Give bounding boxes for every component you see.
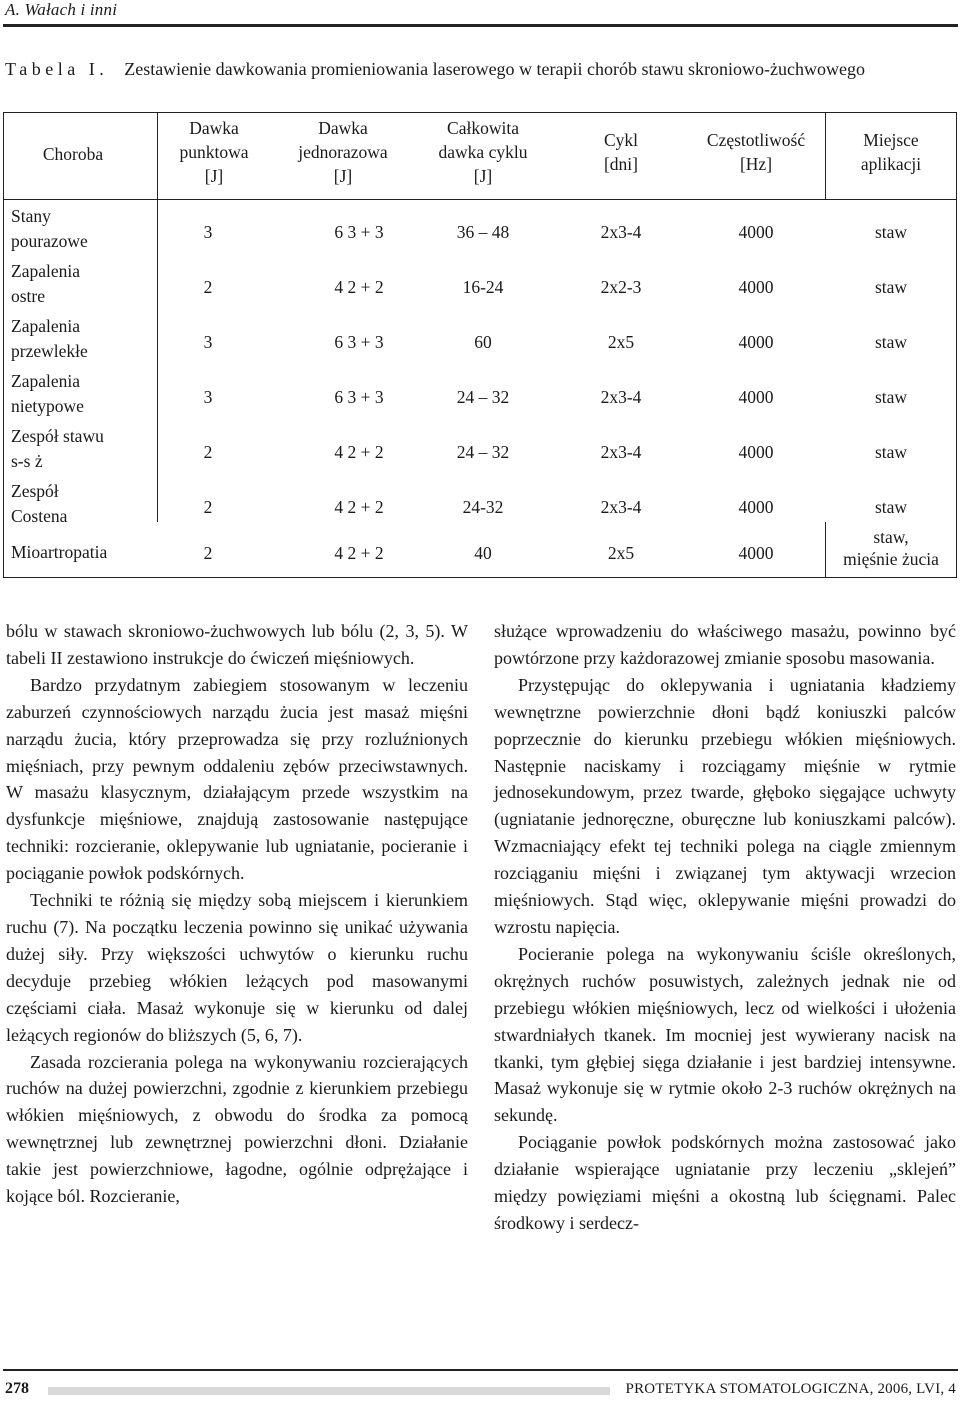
cell-miejsce-line: staw bbox=[874, 442, 908, 462]
row-name bbox=[11, 369, 84, 419]
body-column-right bbox=[494, 618, 956, 1237]
cell-miejsce-line: staw bbox=[874, 222, 908, 242]
footer-bar bbox=[48, 1387, 610, 1395]
table-column-rule bbox=[157, 200, 158, 522]
cell-dawka-jednorazowa: 6 3 + 3 bbox=[334, 332, 384, 352]
cell-calkowita-dawka: 24 – 32 bbox=[456, 387, 510, 407]
cell-miejsce bbox=[843, 526, 939, 570]
table-column-rule bbox=[825, 522, 826, 577]
row-name bbox=[11, 314, 88, 364]
cell-dawka-punktowa: 2 bbox=[203, 543, 213, 563]
cell-miejsce bbox=[875, 441, 907, 463]
body-paragraph: Pociąganie powłok podskórnych można zastosować jako działanie wspierające ugniatanie przy leczeniu „sklejeń” między powięziami mięśni a okostną lub ścięgnami. Palec środkowy i serdecz- bbox=[494, 1132, 956, 1233]
cell-miejsce-line: staw, bbox=[873, 527, 909, 547]
cell-dawka-punktowa: 3 bbox=[203, 222, 213, 242]
cell-miejsce-line: staw bbox=[874, 277, 908, 297]
header-choroba-line: Choroba bbox=[42, 144, 104, 164]
row-name bbox=[11, 424, 104, 474]
table-header-rule bbox=[3, 199, 956, 200]
cell-miejsce bbox=[875, 496, 907, 518]
cell-calkowita-dawka: 36 – 48 bbox=[456, 222, 510, 242]
row-name-line: Zespół stawu bbox=[11, 426, 104, 446]
row-name-line: Mioartropatia bbox=[11, 542, 108, 562]
header-dawka-punktowa-line: Dawka bbox=[189, 118, 239, 138]
header-miejsce-line: aplikacji bbox=[860, 154, 922, 174]
cell-czestotliwosc: 4000 bbox=[738, 497, 774, 517]
header-dawka-punktowa-line: [J] bbox=[204, 166, 224, 186]
page-number: 278 bbox=[5, 1380, 29, 1397]
header-author: A. Wałach i inni bbox=[5, 0, 118, 19]
table-caption-lead: Tabela I. bbox=[5, 59, 109, 79]
header-miejsce bbox=[861, 128, 921, 176]
cell-dawka-jednorazowa: 4 2 + 2 bbox=[334, 442, 384, 462]
row-name-line: Zespół bbox=[11, 481, 59, 501]
table-column-rule bbox=[825, 112, 826, 199]
cell-miejsce bbox=[875, 386, 907, 408]
header-calkowita-dawka-line: dawka cyklu bbox=[438, 142, 528, 162]
cell-dawka-jednorazowa: 4 2 + 2 bbox=[334, 543, 384, 563]
cell-miejsce bbox=[875, 276, 907, 298]
row-name-line: ostre bbox=[11, 286, 46, 306]
row-name-line: Zapalenia bbox=[11, 371, 80, 391]
body-paragraph: służące wprowadzeniu do właściwego masażu, powinno być powtórzone przy każdorazowej zmianie sposobu masowania. bbox=[494, 621, 956, 668]
dosage-table bbox=[3, 112, 957, 578]
row-name bbox=[11, 540, 107, 565]
body-paragraph: bólu w stawach skroniowo-żuchwowych lub bólu (2, 3, 5). W tabeli II zestawiono instrukcje do ćwiczeń mięśniowych. bbox=[6, 621, 468, 668]
cell-miejsce-line: staw bbox=[874, 387, 908, 407]
cell-miejsce bbox=[875, 331, 907, 353]
cell-dawka-punktowa: 2 bbox=[203, 277, 213, 297]
cell-calkowita-dawka: 16-24 bbox=[462, 277, 504, 297]
row-name bbox=[11, 259, 80, 309]
row-name-line: s-s ż bbox=[11, 451, 43, 471]
row-name-line: nietypowe bbox=[11, 396, 84, 416]
header-czestotliwosc-line: Częstotliwość bbox=[706, 130, 806, 150]
row-name bbox=[11, 479, 67, 529]
cell-czestotliwosc: 4000 bbox=[738, 442, 774, 462]
cell-dawka-punktowa: 3 bbox=[203, 332, 213, 352]
cell-cykl: 2x2-3 bbox=[600, 277, 642, 297]
header-dawka-punktowa bbox=[179, 116, 248, 188]
cell-miejsce bbox=[875, 221, 907, 243]
row-name bbox=[11, 204, 88, 254]
row-name-line: przewlekłe bbox=[11, 341, 88, 361]
cell-cykl: 2x3-4 bbox=[600, 222, 642, 242]
journal-name: PROTETYKA STOMATOLOGICZNA, 2006, LVI, 4 bbox=[625, 1381, 956, 1397]
header-calkowita-dawka bbox=[439, 116, 528, 188]
row-name-line: pourazowe bbox=[11, 231, 88, 251]
header-dawka-jednorazowa-line: jednorazowa bbox=[298, 142, 388, 162]
cell-miejsce-line: mięśnie żucia bbox=[843, 549, 939, 569]
header-rule bbox=[3, 24, 958, 27]
header-dawka-jednorazowa bbox=[298, 116, 387, 188]
cell-calkowita-dawka: 60 bbox=[474, 332, 492, 352]
footer-rule bbox=[3, 1369, 958, 1371]
body-paragraph: Zasada rozcierania polega na wykonywaniu rozcierających ruchów na dużej powierzchni, zgodnie z kierunkiem przebiegu włókien mięśniowych, z obwodu do środka za pomocą wewnętrznej lub zewnętrznej powierzchni dłoni. Działanie takie jest powierzchniowe, łagodne, ogólnie odprężające i kojące ból. Rozcieranie, bbox=[6, 1051, 468, 1207]
cell-calkowita-dawka: 40 bbox=[474, 543, 492, 563]
cell-dawka-punktowa: 2 bbox=[203, 497, 213, 517]
cell-czestotliwosc: 4000 bbox=[738, 387, 774, 407]
table-caption-text: Zestawienie dawkowania promieniowania laserowego w terapii chorób stawu skroniowo-żuchwowego bbox=[124, 59, 865, 79]
header-dawka-jednorazowa-line: Dawka bbox=[318, 118, 368, 138]
header-cykl-line: Cykl bbox=[603, 130, 639, 150]
header-cykl bbox=[604, 128, 638, 176]
cell-dawka-jednorazowa: 4 2 + 2 bbox=[334, 277, 384, 297]
cell-dawka-punktowa: 3 bbox=[203, 387, 213, 407]
header-czestotliwosc bbox=[707, 128, 805, 176]
cell-dawka-jednorazowa: 6 3 + 3 bbox=[334, 387, 384, 407]
cell-dawka-jednorazowa: 4 2 + 2 bbox=[334, 497, 384, 517]
cell-miejsce-line: staw bbox=[874, 497, 908, 517]
cell-czestotliwosc: 4000 bbox=[738, 277, 774, 297]
body-paragraph: Pocieranie polega na wykonywaniu ściśle określonych, okrężnych ruchów posuwistych, zależnych jednak nie od przebiegu włókien mięśniowych, lecz od wielkości i ułożenia stwardniałych tkanek. Im mocniej jest wywierany nacisk na tkanki, tym głębiej sięga działanie i jest bardziej intensywne. Masaż wykonuje się w rytmie około 2-3 ruchów okrężnych na sekundę. bbox=[494, 943, 956, 1126]
cell-cykl: 2x5 bbox=[607, 543, 635, 563]
table-column-rule bbox=[157, 112, 158, 199]
header-miejsce-line: Miejsce bbox=[863, 130, 919, 150]
cell-dawka-jednorazowa: 6 3 + 3 bbox=[334, 222, 384, 242]
cell-cykl: 2x3-4 bbox=[600, 387, 642, 407]
body-paragraph: Bardzo przydatnym zabiegiem stosowanym w leczeniu zaburzeń czynnościowych narządu żucia jest masaż mięśni narządu żucia, który przeprowadza się przy rozluźnionych mięśniach, przy pewnym oddaleniu zębów przeciwstawnych. W masażu klasycznym, działającym przede wszystkim na dysfunkcje mięśniowe, znajdują zastosowanie następujące techniki: rozcieranie, oklepywanie lub ugniatanie, pocieranie i pociąganie powłok podskórnych. bbox=[6, 674, 468, 884]
cell-cykl: 2x5 bbox=[607, 332, 635, 352]
body-paragraph: Techniki te różnią się między sobą miejscem i kierunkiem ruchu (7). Na początku leczenia powinno się unikać używania dużej siły. Przy większości uchwytów o kierunku ruchu decyduje przebieg włókien leżących pod masowanymi częściami ciała. Masaż wykonuje się w kierunku od dalej leżących regionów do bliższych (5, 6, 7). bbox=[6, 890, 468, 1045]
header-calkowita-dawka-line: [J] bbox=[473, 166, 493, 186]
cell-dawka-punktowa: 2 bbox=[203, 442, 213, 462]
table-caption bbox=[5, 57, 957, 82]
cell-cykl: 2x3-4 bbox=[600, 442, 642, 462]
row-name-line: Stany bbox=[11, 206, 51, 226]
body-column-left bbox=[6, 618, 468, 1210]
body-paragraph: Przystępując do oklepywania i ugniatania kładziemy wewnętrzne powierzchnie dłoni bądź koniuszki palców poprzecznie do kierunku przebiegu włókien mięśniowych. Następnie naciskamy i rozciągamy mięśnie w rytmie jednosekundowym, przez twarde, głęboko sięgające uchwyty (ugniatanie jednoręczne, oburęczne lub koniuszkami palców). Wzmacniający efekt tej techniki polega na ciągle zmiennym rozciąganiu mięśni i związanej tym aktywacji wrzecion mięśniowych. Stąd więc, oklepywanie mięśni prowadzi do wzrostu napięcia. bbox=[494, 674, 956, 937]
cell-cykl: 2x3-4 bbox=[600, 497, 642, 517]
header-dawka-jednorazowa-line: [J] bbox=[333, 166, 353, 186]
header-calkowita-dawka-line: Całkowita bbox=[447, 118, 519, 138]
header-choroba bbox=[43, 142, 103, 166]
cell-czestotliwosc: 4000 bbox=[738, 332, 774, 352]
row-name-line: Zapalenia bbox=[11, 261, 80, 281]
cell-calkowita-dawka: 24-32 bbox=[462, 497, 504, 517]
cell-calkowita-dawka: 24 – 32 bbox=[456, 442, 510, 462]
cell-czestotliwosc: 4000 bbox=[738, 543, 774, 563]
cell-czestotliwosc: 4000 bbox=[738, 222, 774, 242]
row-name-line: Zapalenia bbox=[11, 316, 80, 336]
header-czestotliwosc-line: [Hz] bbox=[739, 154, 773, 174]
header-dawka-punktowa-line: punktowa bbox=[179, 142, 249, 162]
cell-miejsce-line: staw bbox=[874, 332, 908, 352]
row-name-line: Costena bbox=[11, 506, 68, 526]
header-cykl-line: [dni] bbox=[603, 154, 639, 174]
